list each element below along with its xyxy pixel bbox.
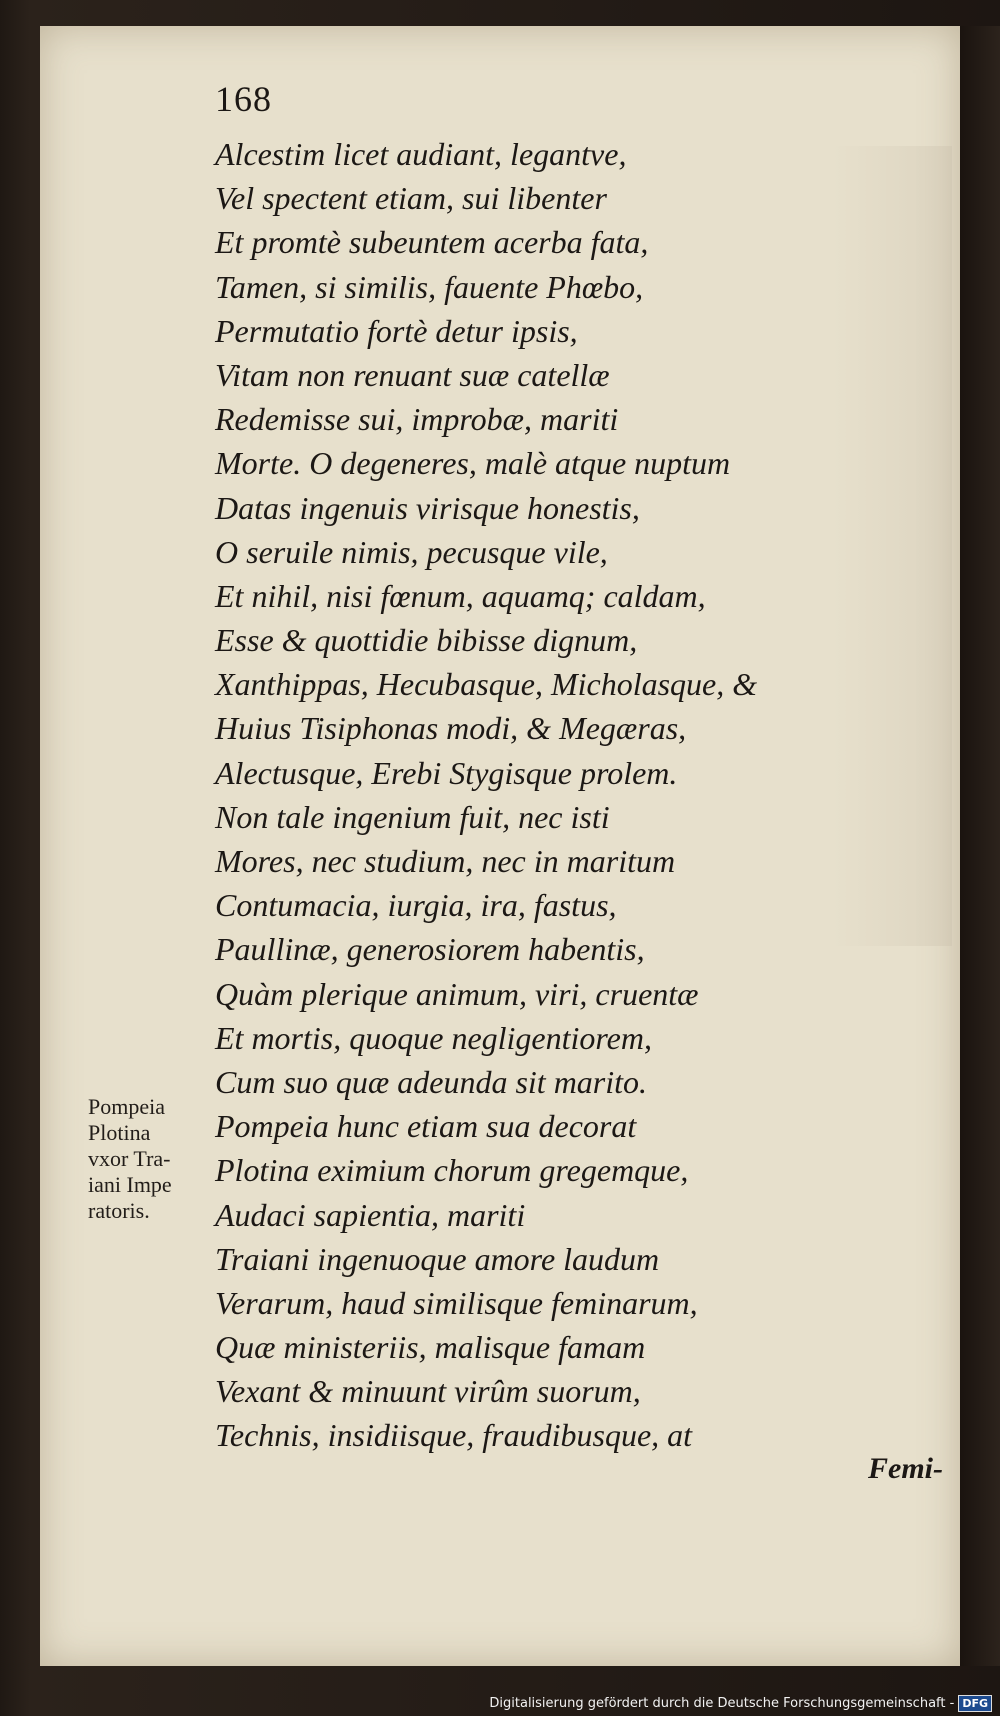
poem-line: Huius Tisiphonas modi, & Megæras, [215, 710, 687, 747]
marginal-note-line: Plotina [88, 1120, 151, 1145]
page-edge [960, 26, 1000, 1666]
poem-line: Traiani ingenuoque amore laudum [215, 1240, 660, 1277]
poem-line: Alcestim licet audiant, legantve, [215, 136, 627, 172]
poem-line: Verarum, haud similisque feminarum, [215, 1284, 698, 1321]
poem-line: Contumacia, iurgia, ira, fastus, [215, 887, 617, 924]
marginal-note-line: ratoris. [88, 1198, 150, 1223]
poem-line: Vel spectent etiam, sui libenter [215, 180, 607, 217]
poem-line: Tamen, si similis, fauente Phœbo, [215, 268, 644, 305]
catchword: Femi- [868, 1452, 943, 1485]
digitization-footer [489, 1695, 992, 1712]
page-number: 168 [215, 79, 272, 119]
poem-line: Vitam non renuant suæ catellæ [215, 356, 610, 393]
poem-line: Pompeia hunc etiam sua decorat [215, 1108, 637, 1145]
poem-line: Alectusque, Erebi Stygisque prolem. [215, 754, 678, 791]
poem-line: Plotina eximium chorum gregemque, [215, 1152, 689, 1189]
poem-line: Mores, nec studium, nec in maritum [215, 843, 676, 879]
dfg-logo: DFG [958, 1695, 992, 1712]
poem-line: Esse & quottidie bibisse dignum, [215, 622, 638, 659]
footer-credit: Digitalisierung gefördert durch die Deutsche Forschungsgemeinschaft - [489, 1696, 955, 1711]
poem-line: Et mortis, quoque negligentiorem, [215, 1019, 652, 1056]
poem-line: Vexant & minuunt virûm suorum, [215, 1373, 641, 1410]
poem-line: Et promtè subeuntem acerba fata, [215, 224, 649, 261]
poem-line: O seruile nimis, pecusque vile, [215, 533, 608, 570]
poem-line: Technis, insidiisque, fraudibusque, at [215, 1417, 693, 1454]
poem-line: Cum suo quæ adeunda sit marito. [215, 1063, 648, 1100]
poem-line: Et nihil, nisi fœnum, aquamq; caldam, [215, 577, 706, 614]
poem-line: Xanthippas, Hecubasque, Micholasque, & [215, 666, 758, 703]
marginal-note-line: Pompeia [88, 1094, 165, 1119]
marginal-note-line: iani Impe [88, 1172, 172, 1197]
poem-line: Datas ingenuis virisque honestis, [215, 489, 640, 526]
poem-line: Redemisse sui, improbæ, mariti [215, 401, 619, 438]
poem-line: Non tale ingenium fuit, nec isti [215, 798, 610, 835]
poem-line: Permutatio fortè detur ipsis, [215, 312, 578, 349]
poem-text [215, 132, 895, 1458]
poem-line: Quæ ministeriis, malisque famam [215, 1329, 646, 1366]
poem-line: Audaci sapientia, mariti [215, 1196, 526, 1233]
marginal-note-line: vxor Tra- [88, 1146, 171, 1171]
poem-line: Quàm plerique animum, viri, cruentæ [215, 975, 699, 1012]
poem-line: Paullinæ, generosiorem habentis, [215, 931, 645, 968]
poem-line: Morte. O degeneres, malè atque nuptum [215, 445, 731, 482]
marginal-note [88, 1094, 218, 1224]
